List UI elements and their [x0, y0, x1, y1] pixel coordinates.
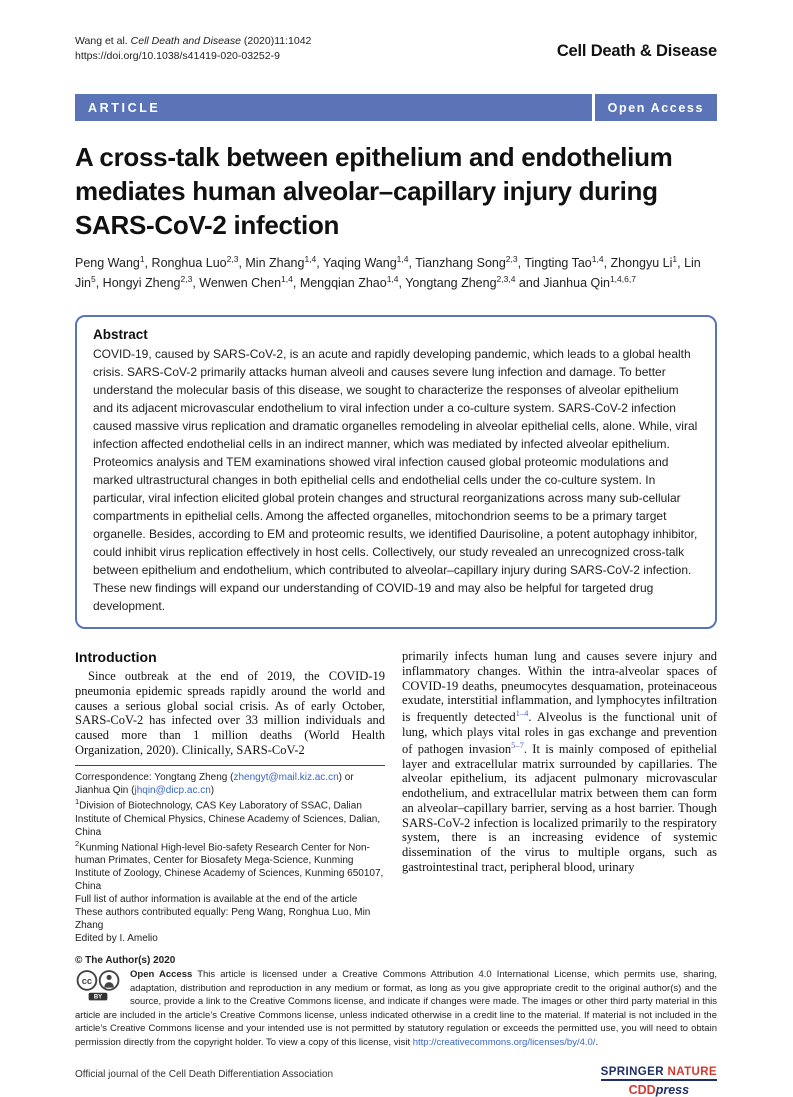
- page-footer: [75, 1066, 717, 1097]
- copyright-line: © The Author(s) 2020: [75, 955, 176, 967]
- correspondence-note: Correspondence: Yongtang Zheng (zhengyt@mail.kiz.ac.cn) or Jianhua Qin (jhqin@dicp.ac.cn): [75, 772, 354, 797]
- inline-link[interactable]: zhengyt@mail.kiz.ac.cn: [233, 772, 339, 784]
- affiliation-1: $^1$Division of Biotechnology, CAS Key Laboratory of SSAC, Dalian Institute of Chemical Physics, Chinese Academy of Sciences, Dalian, China: [75, 797, 381, 838]
- svg-text:BY: BY: [93, 994, 103, 1001]
- journal-name: Cell Death & Disease: [556, 42, 717, 60]
- springer-logo-text: SPRINGER: [600, 1065, 664, 1078]
- italic-text: Cell Death and Disease: [130, 35, 241, 47]
- title-line-2: mediates human alveolar–capillary injury during: [75, 176, 658, 207]
- reference-superscript: 1: [672, 253, 678, 264]
- editor-note: Edited by I. Amelio: [75, 933, 158, 945]
- banner-article-label: ARTICLE: [75, 94, 592, 121]
- springer-nature-logo: [601, 1066, 717, 1081]
- reference-superscript: 5: [90, 273, 96, 284]
- body-columns: [75, 649, 717, 945]
- introduction-heading: Introduction: [75, 649, 157, 666]
- title-line-3: SARS-CoV-2 infection: [75, 210, 340, 241]
- intro-paragraph-left: Since outbreak at the end of 2019, the COVID-19 pneumonia epidemic spreads rapidly around the world and causes a serious global social crisis. As of early October, SARS-CoV-2 has infected over 33 million individuals and caused more than 1 million deaths (World Health Organization, 2020). Clinically, SARS-CoV-2: [75, 669, 385, 757]
- right-column: [402, 649, 717, 945]
- intro-paragraph-right: primarily infects human lung and causes severe injury and inflammatory changes. Within the intra-alveolar spaces of COVID-19 deaths, pneumocytes desquamation, proteinaceous exudate, interstitial inflammation, and lymphocytes infiltration is frequently detected$^{1-4}$. Alveolus is the functional unit of lung, which plays vital roles in gas exchange and prevention of pathogen invasion$^{5-7}$. It is mainly composed of epithelial layer and extracellular matrix surrounded by capillaries. The alveolar epithelium, its adjacent pulmonary microvascular endothelium, and extracellular matrix between them can form an alveolar–capillary barrier, serving as a host barrier. Though SARS-CoV-2 infection is localized primarily to the respiratory system, there is an increasing evidence of systemic dissemination of the virus to multiple organs, such as gastrointestinal tract, peripheral blood, urinary: [402, 649, 718, 874]
- article-banner: [75, 94, 717, 121]
- cc-by-icon: [75, 969, 121, 1002]
- reference-superscript: 1,4: [281, 273, 293, 284]
- nature-logo-text: NATURE: [667, 1065, 717, 1078]
- author-info-note: Full list of author information is available at the end of the article: [75, 894, 358, 906]
- reference-superscript: 1,4: [591, 253, 604, 264]
- reference-superscript: 2: [75, 838, 80, 848]
- abstract-text: COVID-19, caused by SARS-CoV-2, is an acute and rapidly developing pandemic, which leads to a global health crisis. SARS-CoV-2 primarily attacks human alveoli and causes severe lung infection and damage. To better understand the molecular basis of this disease, we sought to characterize the responses of alveolar epithelium and its adjacent microvascular endothelium to viral infection under a co-culture system. SARS-CoV-2 infection caused massive virus replication and dramatic organelles remodeling in alveolar epithelial cells, alone. While, viral infection affected endothelial cells in an indirect manner, which was mediated by infected alveolar epithelium. Proteomics analysis and TEM examinations showed viral infection caused global proteomic modulations and marked ultrastructural changes in both epithelial cells and endothelial cells under the co-culture system. In particular, viral infection elicited global protein changes and structural reorganizations across many sub-cellular compartments in epithelial cells. Among the affected organelles, mitochondrion seems to be a primary target organelle. Besides, according to EM and proteomic results, we identified Daurisoline, a potent autophagy inhibitor, could inhibit virus replication effectively in host cells. Collectively, our study revealed an unrecognized cross-talk between epithelium and endothelium, which contributed to alveolar–capillary injury during SARS-CoV-2 infection. These new findings will expand our understanding of COVID-19 and may also be helpful for targeted drug development.: [93, 347, 698, 614]
- reference-superscript: 1,4: [304, 253, 317, 264]
- reference-superscript: 2,3: [505, 253, 518, 264]
- inline-link[interactable]: jhqin@dicp.ac.cn: [134, 785, 211, 797]
- license-paragraph: Open Access This article is licensed under a Creative Commons Attribution 4.0 International License, which permits use, sharing, adaptation, distribution and reproduction in any medium or format, as long as you give appropriate credit to the original author(s) and the source, provide a link to the Creative Commons license, and indicate if changes were made. The images or other third party material in this article are included in the article’s Creative Commons license, unless indicated otherwise in a credit line to the material. If material is not included in the article’s Creative Commons license and your intended use is not permitted by statutory regulation or exceeds the permitted use, you will need to obtain permission directly from the copyright holder. To view a copy of this license, visit http://creativecommons.org/licenses/by/4.0/.: [75, 969, 718, 1049]
- press-logo-text: press: [655, 1082, 690, 1097]
- footnotes-block: [75, 765, 385, 945]
- reference-superscript: 1,4: [386, 273, 399, 284]
- page-header: [75, 34, 717, 64]
- reference-superscript: 2,3: [226, 253, 239, 264]
- bold-text: Open Access: [130, 969, 193, 981]
- doi-line: https://doi.org/10.1038/s41419-020-03252-9: [75, 50, 280, 63]
- affiliation-2: $^2$Kunming National High-level Bio-safety Research Center for Non-human Primates, Center for Biosafety Mega-Science, Kunming Institute of Zoology, Chinese Academy of Sciences, Kunming 650107, China: [75, 838, 384, 893]
- reference-superscript: 1–4: [515, 708, 529, 719]
- publisher-logos: [601, 1066, 717, 1097]
- reference-superscript: 2,3: [180, 273, 193, 284]
- banner-open-access-label: Open Access: [595, 94, 717, 121]
- license-block: [75, 955, 717, 1049]
- citation-line: Wang et al. Cell Death and Disease (2020)11:1042: [75, 35, 312, 47]
- cdd-logo-text: CDD: [628, 1082, 656, 1097]
- reference-superscript: 2,3,4: [496, 273, 516, 284]
- left-column: [75, 649, 385, 945]
- license-text: [75, 968, 717, 1049]
- reference-superscript: 1: [139, 253, 145, 264]
- citation-block: [75, 34, 311, 64]
- inline-link[interactable]: http://creativecommons.org/licenses/by/4.0/: [412, 1037, 596, 1049]
- svg-text:cc: cc: [81, 975, 93, 986]
- reference-superscript: 5–7: [511, 739, 524, 750]
- equal-contribution-note: These authors contributed equally: Peng Wang, Ronghua Luo, Min Zhang: [75, 907, 371, 932]
- official-journal-note: Official journal of the Cell Death Differentiation Association: [75, 1068, 334, 1080]
- abstract-heading: Abstract: [93, 327, 148, 343]
- reference-superscript: 1,4: [396, 253, 409, 264]
- authors-line: Peng Wang$^1$, Ronghua Luo$^{2,3}$, Min Zhang$^{1,4}$, Yaqing Wang$^{1,4}$, Tianzhang Song$^{2,3}$, Tingting Tao$^{1,4}$, Zhongyu Li$^1$, Lin Jin$^5$, Hongyi Zheng$^{2,3}$, Wenwen Chen$^{1,4}$, Mengqian Zhao$^{1,4}$, Yongtang Zheng$^{2,3,4}$ and Jianhua Qin$^{1,4,6,7}$: [75, 253, 701, 291]
- abstract-box: [75, 315, 717, 629]
- article-title: [75, 141, 717, 242]
- reference-superscript: 1: [75, 797, 80, 807]
- cdd-press-logo: [601, 1083, 717, 1097]
- title-line-1: A cross-talk between epithelium and endothelium: [75, 142, 673, 173]
- reference-superscript: 1,4,6,7: [609, 273, 636, 284]
